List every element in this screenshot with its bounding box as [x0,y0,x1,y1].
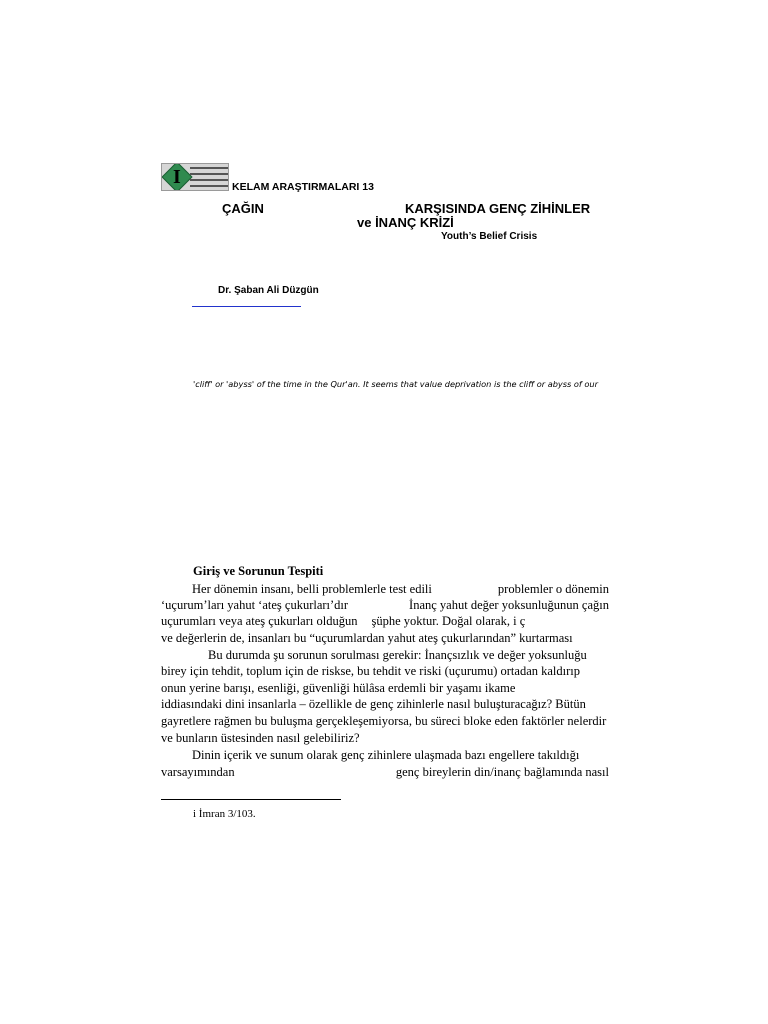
abstract-line: 'cliff' or 'abyss' of the time in the Qur'an. It seems that value deprivation is the cliff or abyss of our [193,379,598,389]
section-heading: Giriş ve Sorunun Tespiti [193,564,324,578]
letter-i-logo-glyph: I [173,166,181,188]
footnote-separator [161,799,341,800]
body-line: ve bunların üstesinden nasıl gelebiliriz? [161,731,360,745]
series-label: KELAM ARAŞTIRMALARI 13 [232,181,374,193]
body-line: varsayımından genç bireylerin din/inanç bağlamında nasıl [161,765,609,779]
body-line: uçurumları veya ateş çukurları olduğun şüphe yoktur. Doğal olarak, i ç [161,614,526,628]
footnote-text: i İmran 3/103. [193,808,256,820]
author-name: Dr. Şaban Ali Düzgün [218,285,319,296]
body-line: Bu durumda şu sorunun sorulması gerekir: İnançsızlık ve değer yoksunluğu [208,648,587,662]
body-line: Her dönemin insanı, belli problemlerle test edili problemler o dönemin [192,582,609,596]
title-part-3: ve İNANÇ KRİZİ [357,215,454,230]
title-part-1: ÇAĞIN [222,201,264,216]
body-line: ve değerlerin de, insanları bu “uçurumlardan yahut ateş çukurlarından” kurtarması [161,631,573,645]
body-line: onun yerine barışı, esenliği, güvenliği hülâsa erdemli bir yaşamı ikame [161,681,516,695]
body-line: Dinin içerik ve sunum olarak genç zihinlere ulaşmada bazı engellere takıldığı [192,748,580,762]
body-line: gayretlere rağmen bu buluşma gerçekleşemiyorsa, bu süreci bloke eden faktörler nelerdir [161,714,607,728]
body-line: iddiasındaki dini insanlarla – özellikle de genç zihinlerle nasıl buluşturacağız? Bütün [161,697,586,711]
title-part-2: KARŞISINDA GENÇ ZİHİNLER [405,201,591,216]
journal-logo [161,163,229,191]
body-line: ‘uçurum’ları yahut ‘ateş çukurları’dır İnanç yahut değer yoksunluğunun çağın [161,598,609,612]
body-line: birey için tehdit, toplum için de riskse, bu tehdit ve riski (uçurumu) ortadan kaldırıp [161,664,581,678]
english-subtitle: Youth’s Belief Crisis [441,231,538,242]
author-link-underline[interactable] [192,306,301,307]
logo-text-lines [190,167,228,191]
